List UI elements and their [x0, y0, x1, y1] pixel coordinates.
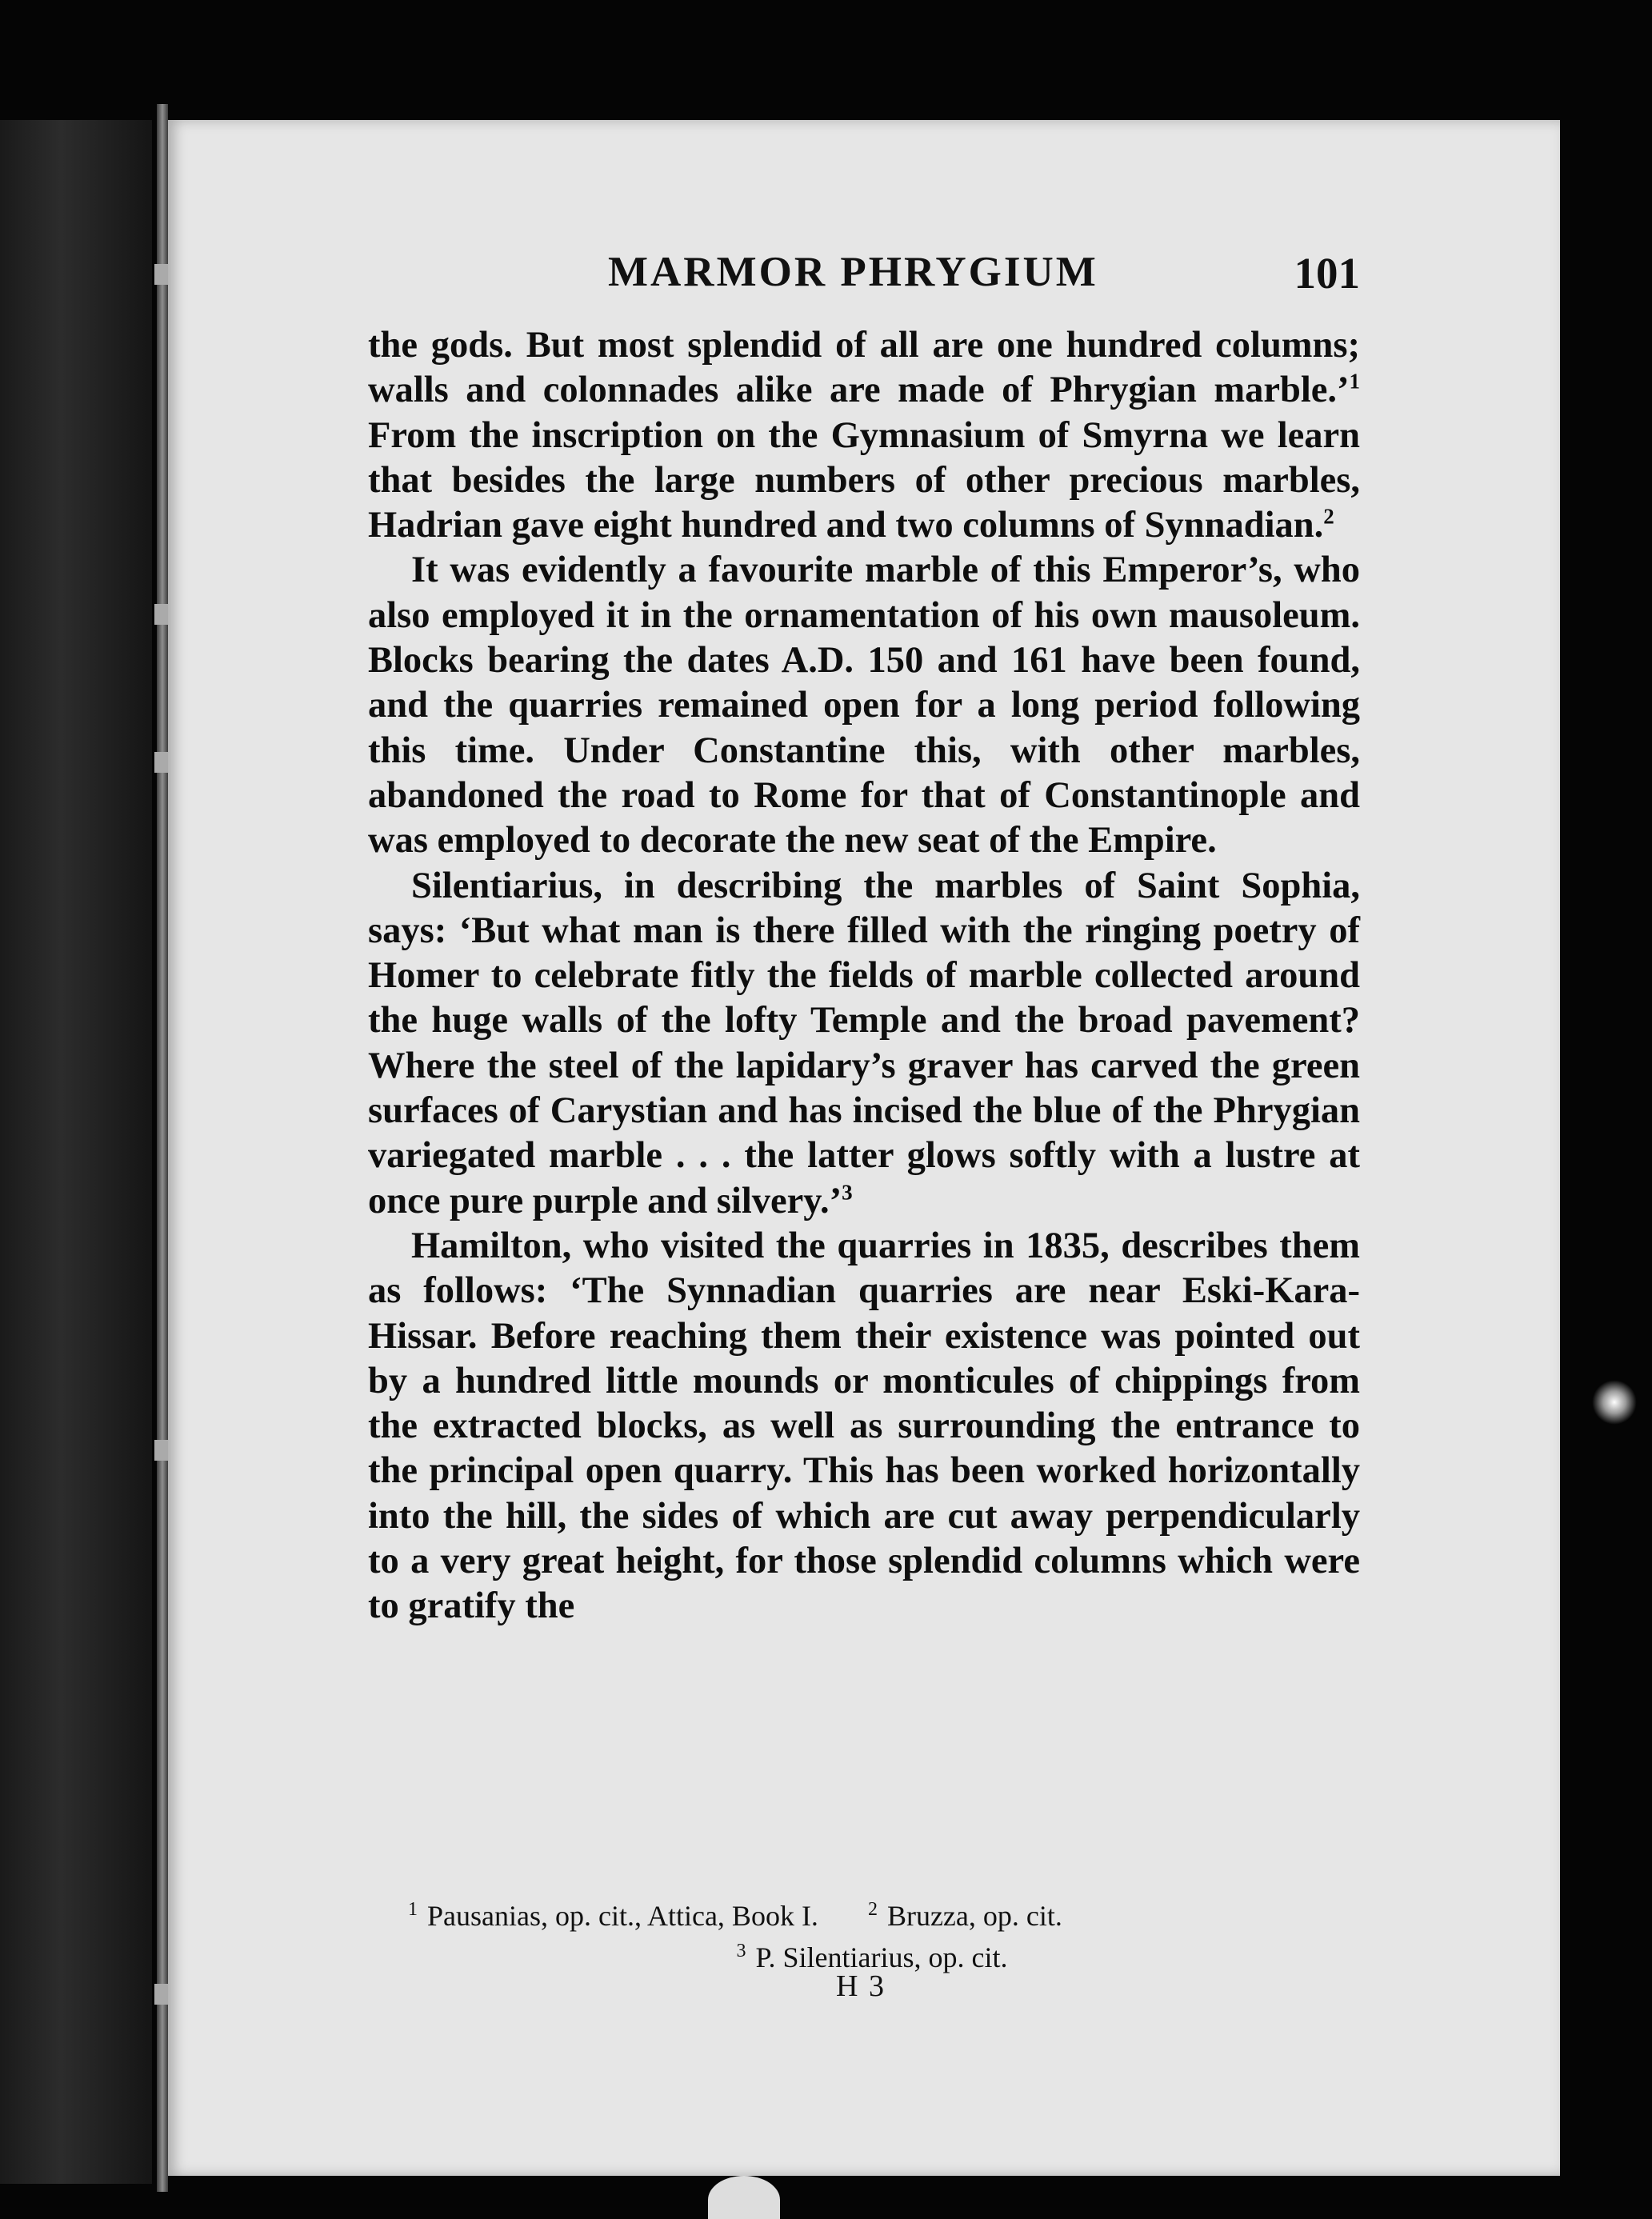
body-text	[368, 323, 1360, 1629]
footnote-number: 3	[736, 1941, 746, 1961]
signature-mark: H 3	[836, 1969, 886, 2003]
paragraph-text: Silentiarius, in describing the marbles of Saint Sophia, says: ‘But what man is there filled with the ringing poetry of Homer to celebrate fitly the fields of marble collected around the huge walls of the lofty Temple and the broad pavement? Where the steel of the lapidary’s graver has carved the green surfaces of Carystian and has incised the blue of the Phrygian variegated marble . . . the latter glows softly with a lustre at once pure purple and silvery.’	[368, 865, 1360, 1221]
footnote-reference: 3	[842, 1180, 853, 1205]
facing-page-edge	[0, 120, 152, 2184]
paragraph-text: It was evidently a favourite marble of this Emperor’s, who also employed it in the ornamentation of his own mausoleum. Blocks bearing the dates A.D. 150 and 161 have been found, and the quarries remained open for a long period following this time. Under Constantine this, with other marbles, abandoned the road to Rome for that of Constantinople and was employed to decorate the new seat of the Empire.	[368, 550, 1360, 862]
binding-mark	[154, 752, 169, 773]
light-glare	[1592, 1380, 1637, 1425]
footnote-number: 2	[867, 1899, 878, 1920]
paragraph-text: Hamilton, who visited the quarries in 1835, describes them as follows: ‘The Synnadian quarries are near Eski-Kara-Hissar. Before reaching them their existence was pointed out by a hundred little mounds or monticules of chippings from the extracted blocks, as well as surrounding the entrance to the principal open quarry. This has been worked horizontally into the hill, the sides of which are cut away perpendicularly to a very great height, for those splendid columns which were to gratify the	[368, 1225, 1360, 1627]
page-clip-ornament	[708, 2176, 780, 2219]
binding-mark	[154, 264, 169, 285]
book-binding-edge	[157, 104, 168, 2192]
footnote-number: 1	[408, 1899, 418, 1920]
binding-mark	[154, 1984, 169, 2005]
footnote-reference: 2	[1323, 504, 1334, 529]
paragraph-4	[368, 1224, 1360, 1629]
paragraph-text: the gods. But most splendid of all are one hundred columns; walls and colonnades alike are made of Phrygian marble.’	[368, 325, 1360, 411]
paragraph-2	[368, 548, 1360, 863]
running-title: MARMOR PHRYGIUM	[608, 249, 1098, 295]
binding-mark	[154, 1440, 169, 1461]
footnote-text: Bruzza, op. cit.	[886, 1900, 1062, 1932]
paragraph-text: From the inscription on the Gymnasium of Smyrna we learn that besides the large numbers of other precious marbles, Hadrian gave eight hundred and two columns of Synnadian.	[368, 414, 1360, 546]
footnote-text: Pausanias, op. cit., Attica, Book I.	[427, 1900, 818, 1932]
running-head	[368, 240, 1360, 312]
page-number: 101	[1294, 249, 1360, 298]
binding-mark	[154, 604, 169, 625]
footnote-line	[400, 1892, 1344, 1933]
footnote-reference: 1	[1349, 369, 1360, 394]
footnote-text: P. Silentiarius, op. cit.	[755, 1941, 1008, 1973]
paragraph-3	[368, 864, 1360, 1224]
paragraph-1	[368, 323, 1360, 548]
footnotes	[400, 1892, 1344, 1975]
